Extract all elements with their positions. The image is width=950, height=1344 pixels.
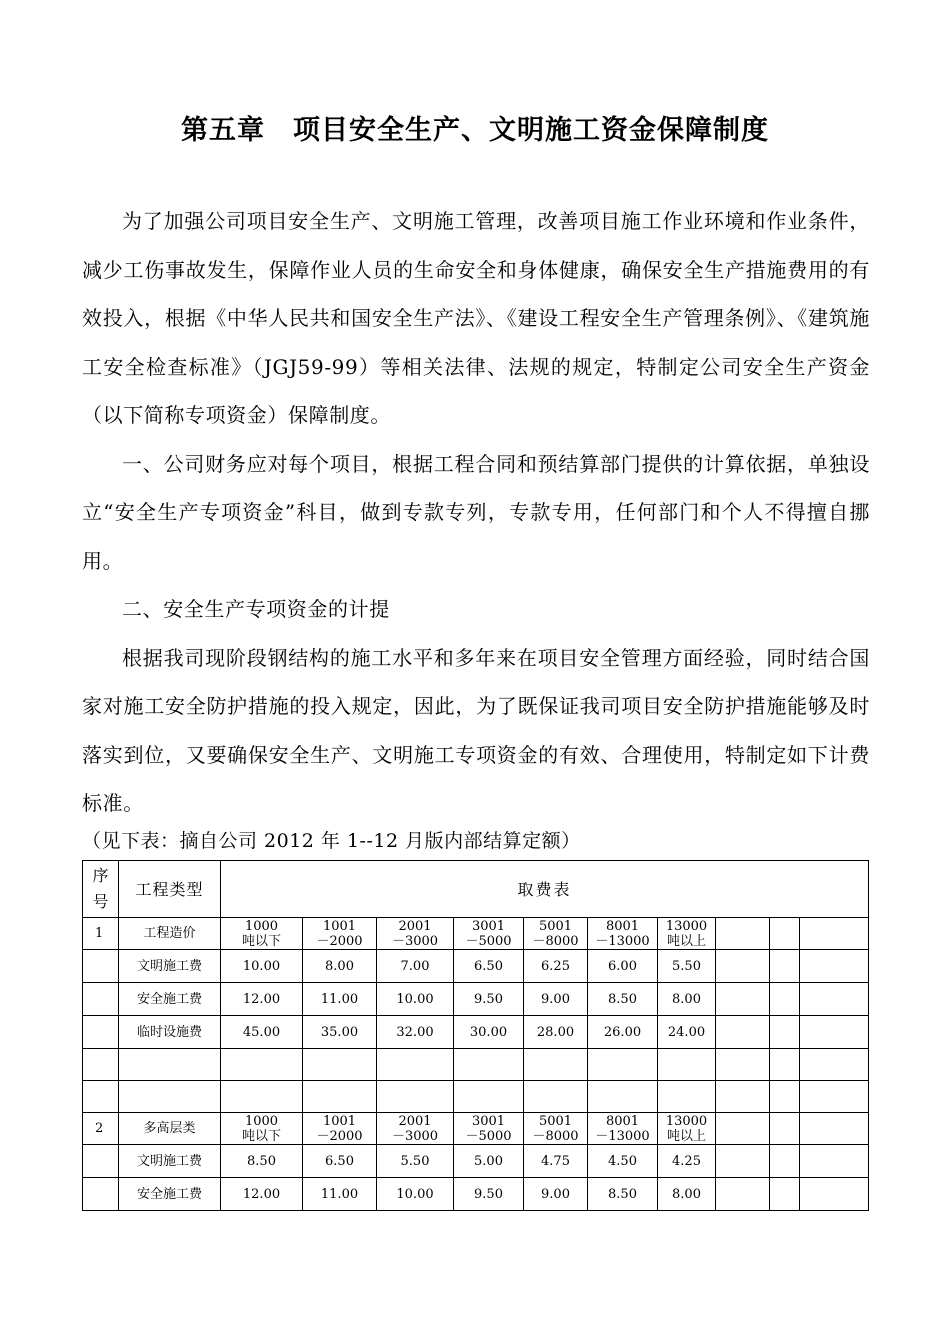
table-row	[83, 918, 869, 950]
empty-cell	[588, 1081, 658, 1113]
fee-value: 28.00	[524, 1016, 588, 1049]
empty-cell	[524, 1049, 588, 1081]
fee-value: 9.00	[524, 1178, 588, 1211]
fee-value: 6.25	[524, 950, 588, 983]
empty-cell	[83, 1081, 119, 1113]
fee-value: 5.50	[377, 1145, 454, 1178]
empty-cell	[800, 1016, 869, 1049]
empty-cell	[770, 1145, 800, 1178]
fee-value: 35.00	[303, 1016, 377, 1049]
fee-value: 8.00	[658, 1178, 716, 1211]
page-title	[0, 108, 950, 147]
range-cell: 2001 －3000	[377, 1113, 454, 1145]
header-seq: 序 号	[83, 861, 119, 918]
group-name: 工程造价	[119, 918, 221, 950]
paragraph-item-2-heading: 二、安全生产专项资金的计提	[122, 597, 390, 621]
fee-value: 4.25	[658, 1145, 716, 1178]
empty-cell	[716, 950, 770, 983]
empty-cell	[800, 1113, 869, 1145]
group-index: 1	[83, 918, 119, 950]
empty-cell	[716, 1178, 770, 1211]
fee-label: 临时设施费	[119, 1016, 221, 1049]
fee-label: 文明施工费	[119, 1145, 221, 1178]
empty-cell	[119, 1081, 221, 1113]
paragraph-intro: 为了加强公司项目安全生产、文明施工管理，改善项目施工作业环境和作业条件，减少工伤事故发生，保障作业人员的生命安全和身体健康，确保安全生产措施费用的有效投入，根据《中华人民共和国安全生产法》、《建设工程安全生产管理条例》、《建筑施工安全检查标准》（JGJ59-99）等相关法律、法规的规定，特制定公司安全生产资金（以下简称专项资金）保障制度。	[82, 209, 870, 427]
empty-cell	[800, 950, 869, 983]
empty-cell	[83, 1049, 119, 1081]
fee-value: 10.00	[221, 950, 303, 983]
fee-value: 26.00	[588, 1016, 658, 1049]
fee-value: 10.00	[377, 983, 454, 1016]
range-cell: 2001 －3000	[377, 918, 454, 950]
fee-value: 4.75	[524, 1145, 588, 1178]
body-text	[82, 197, 870, 828]
fee-value: 6.00	[588, 950, 658, 983]
fee-value: 5.50	[658, 950, 716, 983]
fee-value: 45.00	[221, 1016, 303, 1049]
empty-cell	[119, 1049, 221, 1081]
range-cell: 1000 吨以下	[221, 1113, 303, 1145]
fee-value: 9.00	[524, 983, 588, 1016]
fee-value: 11.00	[303, 983, 377, 1016]
fee-value: 8.50	[588, 983, 658, 1016]
table-header-row	[83, 861, 869, 918]
group-name: 多高层类	[119, 1113, 221, 1145]
empty-cell	[770, 1049, 800, 1081]
empty-cell	[83, 1016, 119, 1049]
empty-cell	[800, 983, 869, 1016]
empty-cell	[588, 1049, 658, 1081]
fee-value: 10.00	[377, 1178, 454, 1211]
empty-cell	[770, 1016, 800, 1049]
empty-cell	[658, 1049, 716, 1081]
fee-value: 5.00	[454, 1145, 524, 1178]
range-cell: 1001 －2000	[303, 918, 377, 950]
empty-cell	[800, 1081, 869, 1113]
empty-cell	[716, 918, 770, 950]
empty-cell	[800, 1145, 869, 1178]
paragraph-item-1: 一、公司财务应对每个项目，根据工程合同和预结算部门提供的计算依据，单独设立“安全生产专项资金”科目，做到专款专列，专款专用，任何部门和个人不得擅自挪用。	[82, 451, 870, 573]
empty-cell	[770, 983, 800, 1016]
empty-cell	[770, 1081, 800, 1113]
range-cell: 13000 吨以上	[658, 1113, 716, 1145]
range-cell: 8001 －13000	[588, 1113, 658, 1145]
empty-cell	[658, 1081, 716, 1113]
empty-cell	[716, 983, 770, 1016]
empty-cell	[716, 1113, 770, 1145]
empty-cell	[83, 950, 119, 983]
fee-value: 11.00	[303, 1178, 377, 1211]
fee-table	[82, 860, 869, 1211]
range-cell: 13000 吨以上	[658, 918, 716, 950]
empty-cell	[716, 1145, 770, 1178]
empty-cell	[716, 1049, 770, 1081]
fee-value: 12.00	[221, 1178, 303, 1211]
range-cell: 1001 －2000	[303, 1113, 377, 1145]
table-row	[83, 950, 869, 983]
fee-value: 4.50	[588, 1145, 658, 1178]
table-row	[83, 1081, 869, 1113]
empty-cell	[221, 1081, 303, 1113]
range-cell: 8001 －13000	[588, 918, 658, 950]
empty-cell	[800, 1178, 869, 1211]
table-row	[83, 1113, 869, 1145]
fee-value: 8.50	[588, 1178, 658, 1211]
empty-cell	[800, 1049, 869, 1081]
chapter-title: 项目安全生产、文明施工资金保障制度	[293, 115, 769, 146]
table-row	[83, 1016, 869, 1049]
table-row	[83, 983, 869, 1016]
fee-value: 8.50	[221, 1145, 303, 1178]
paragraph-basis: 根据我司现阶段钢结构的施工水平和多年来在项目安全管理方面经验，同时结合国家对施工安全防护措施的投入规定，因此，为了既保证我司项目安全防护措施能够及时落实到位，又要确保安全生产、文明施工专项资金的有效、合理使用，特制定如下计费标准。	[82, 645, 870, 815]
empty-cell	[377, 1081, 454, 1113]
empty-cell	[83, 1145, 119, 1178]
empty-cell	[716, 1016, 770, 1049]
table-row	[83, 1145, 869, 1178]
range-cell: 1000 吨以下	[221, 918, 303, 950]
empty-cell	[221, 1049, 303, 1081]
header-type: 工程类型	[119, 861, 221, 918]
empty-cell	[770, 918, 800, 950]
range-cell: 3001 －5000	[454, 1113, 524, 1145]
empty-cell	[454, 1049, 524, 1081]
empty-cell	[377, 1049, 454, 1081]
empty-cell	[524, 1081, 588, 1113]
empty-cell	[303, 1081, 377, 1113]
empty-cell	[303, 1049, 377, 1081]
range-cell: 3001 －5000	[454, 918, 524, 950]
fee-value: 8.00	[658, 983, 716, 1016]
fee-value: 6.50	[303, 1145, 377, 1178]
table-row	[83, 1049, 869, 1081]
fee-value: 24.00	[658, 1016, 716, 1049]
empty-cell	[83, 983, 119, 1016]
empty-cell	[83, 1178, 119, 1211]
empty-cell	[454, 1081, 524, 1113]
table-caption: （见下表：摘自公司 2012 年 1--12 月版内部结算定额）	[82, 830, 581, 852]
fee-value: 8.00	[303, 950, 377, 983]
fee-value: 9.50	[454, 1178, 524, 1211]
range-cell: 5001 －8000	[524, 918, 588, 950]
fee-value: 9.50	[454, 983, 524, 1016]
fee-value: 7.00	[377, 950, 454, 983]
empty-cell	[770, 1113, 800, 1145]
chapter-number: 第五章	[181, 115, 265, 146]
group-index: 2	[83, 1113, 119, 1145]
fee-value: 12.00	[221, 983, 303, 1016]
fee-value: 30.00	[454, 1016, 524, 1049]
fee-label: 安全施工费	[119, 1178, 221, 1211]
fee-label: 安全施工费	[119, 983, 221, 1016]
empty-cell	[716, 1081, 770, 1113]
header-fees: 取费表	[221, 861, 869, 918]
fee-label: 文明施工费	[119, 950, 221, 983]
empty-cell	[770, 950, 800, 983]
table-row	[83, 1178, 869, 1211]
range-cell: 5001 －8000	[524, 1113, 588, 1145]
empty-cell	[770, 1178, 800, 1211]
fee-value: 6.50	[454, 950, 524, 983]
empty-cell	[800, 918, 869, 950]
fee-value: 32.00	[377, 1016, 454, 1049]
